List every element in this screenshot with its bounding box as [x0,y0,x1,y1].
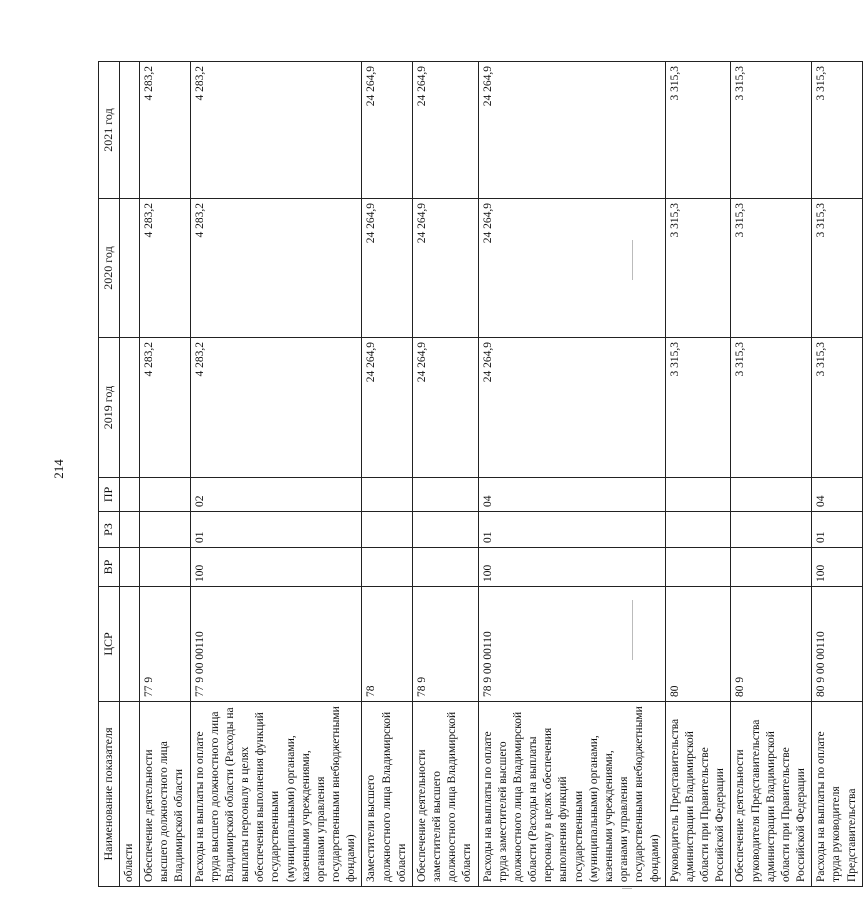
header-cell: РЗ [99,512,120,548]
header-cell: ПР [99,478,120,512]
cell-name: Обеспечение деятельности руководителя Представительства администрации Владимирской области при Правительстве Российской Федерации [731,702,812,887]
table-row [812,62,863,887]
table-row [119,62,139,887]
header-cell: 2019 год [99,338,120,478]
cell-csr: 78 [362,587,413,702]
cell-2019: 24 264,9 [412,338,478,478]
cell-2021: 24 264,9 [412,62,478,199]
cell-2020: 3 315,3 [731,199,812,338]
cell-2020 [119,199,139,338]
cell-pr: 04 [812,478,863,512]
cell-vr [362,548,413,587]
cell-2019: 24 264,9 [478,338,665,478]
cell-2019: 3 315,3 [665,338,731,478]
cell-vr: 100 [478,548,665,587]
cell-pr [362,478,413,512]
cell-2021: 3 315,3 [665,62,731,199]
cell-2021: 4 283,2 [190,62,362,199]
cell-rz [140,512,191,548]
cell-2021: 4 283,2 [140,62,191,199]
cell-csr: 80 9 [731,587,812,702]
header-cell: Наименование показателя [99,702,120,887]
cell-vr [731,548,812,587]
cell-rz [362,512,413,548]
cell-csr: 77 9 00 00110 [190,587,362,702]
cell-2019: 24 264,9 [362,338,413,478]
cell-2019: 3 315,3 [812,338,863,478]
table-row [362,62,413,887]
table-row [478,62,665,887]
cell-csr: 77 9 [140,587,191,702]
cell-2019 [119,338,139,478]
cell-csr: 78 9 00 00110 [478,587,665,702]
cell-name: Руководитель Представительства администрации Владимирской области при Правительстве Российской Федерации [665,702,731,887]
cell-rz: 01 [812,512,863,548]
cell-rz: 01 [478,512,665,548]
cell-name: Обеспечение деятельности высшего должностного лица Владимирской области [140,702,191,887]
cell-name: Заместители высшего должностного лица Владимирской области [362,702,413,887]
cell-2021: 3 315,3 [731,62,812,199]
table-header-row [99,62,120,887]
cell-rz [119,512,139,548]
cell-vr: 100 [812,548,863,587]
cell-2021 [119,62,139,199]
cell-2019: 3 315,3 [731,338,812,478]
cell-2021: 24 264,9 [478,62,665,199]
cell-csr: 80 9 00 00110 [812,587,863,702]
cell-2020: 24 264,9 [478,199,665,338]
cell-name: Расходы на выплаты по оплате труда руководителя Представительства [812,702,863,887]
cell-name: Обеспечение деятельности заместителей высшего должностного лица Владимирской области [412,702,478,887]
cell-pr: 04 [478,478,665,512]
cell-2020: 4 283,2 [140,199,191,338]
cell-2021: 3 315,3 [812,62,863,199]
cell-2020: 24 264,9 [412,199,478,338]
header-cell: ЦСР [99,587,120,702]
cell-vr [119,548,139,587]
table-row [412,62,478,887]
cell-name: области [119,702,139,887]
scan-mark [622,888,632,889]
cell-vr: 100 [190,548,362,587]
cell-pr: 02 [190,478,362,512]
cell-2021: 24 264,9 [362,62,413,199]
cell-vr [412,548,478,587]
page-number: 214 [51,459,66,479]
rotated-table-container [98,62,858,887]
cell-csr: 78 9 [412,587,478,702]
table-row [731,62,812,887]
header-cell: 2021 год [99,62,120,199]
cell-rz [665,512,731,548]
cell-pr [140,478,191,512]
header-cell: ВР [99,548,120,587]
header-cell: 2020 год [99,199,120,338]
table-row [665,62,731,887]
cell-2020: 24 264,9 [362,199,413,338]
table-row [190,62,362,887]
cell-2020: 4 283,2 [190,199,362,338]
budget-table [98,61,863,887]
cell-csr: 80 [665,587,731,702]
cell-vr [140,548,191,587]
cell-rz [412,512,478,548]
cell-name: Расходы на выплаты по оплате труда высшего должностного лица Владимирской области (Расходы на выплаты персоналу в целях обеспечения выполнения функций государственными (муниципальными) органами, казенными учреждениями, органами управления государственными внебюджетными фондами) [190,702,362,887]
table-row [140,62,191,887]
cell-2019: 4 283,2 [140,338,191,478]
cell-name: Расходы на выплаты по оплате труда заместителей высшего должностного лица Владимирской области (Расходы на выплаты персоналу в целях обеспечения выполнения функций государственными (муниципальными) органами, казенными учреждениями, органами управления государственными внебюджетными фондами) [478,702,665,887]
cell-pr [412,478,478,512]
cell-pr [119,478,139,512]
cell-rz: 01 [190,512,362,548]
cell-pr [731,478,812,512]
cell-2020: 3 315,3 [665,199,731,338]
cell-rz [731,512,812,548]
cell-csr [119,587,139,702]
cell-2019: 4 283,2 [190,338,362,478]
cell-pr [665,478,731,512]
cell-2020: 3 315,3 [812,199,863,338]
cell-vr [665,548,731,587]
